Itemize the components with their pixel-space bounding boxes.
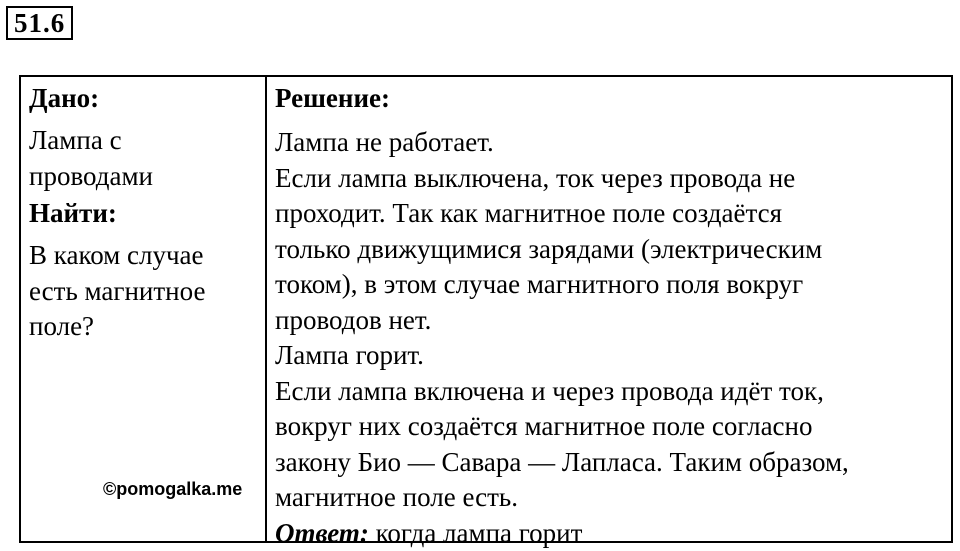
task-table [19,75,953,543]
watermark: ©pomogalka.me [103,479,242,500]
answer-line [275,516,951,551]
given-text: Лампа с проводами [29,123,265,194]
answer-label: Ответ: [275,518,369,548]
answer-text: когда лампа горит [369,518,583,548]
find-heading: Найти: [29,198,265,228]
find-text: В каком случае есть магнитное поле? [29,238,265,345]
solution-heading: Решение: [275,83,951,113]
given-heading: Дано: [29,83,265,113]
problem-number: 51.6 [6,6,73,40]
given-find-column [21,77,267,541]
solution-text: Лампа не работает. Если лампа выключена, ток через провода не проходит. Так как магнитное поле создаётся только движущимися зарядами (электрическим током), в этом случае магнитного поля вокруг проводов нет. Лампа горит. Если лампа включена и через провода идёт ток, вокруг них создаётся магнитное поле согласно закону Био — Савара — Лапласа. Таким образом, магнитное поле есть. [275,125,951,516]
solution-column [267,77,951,541]
